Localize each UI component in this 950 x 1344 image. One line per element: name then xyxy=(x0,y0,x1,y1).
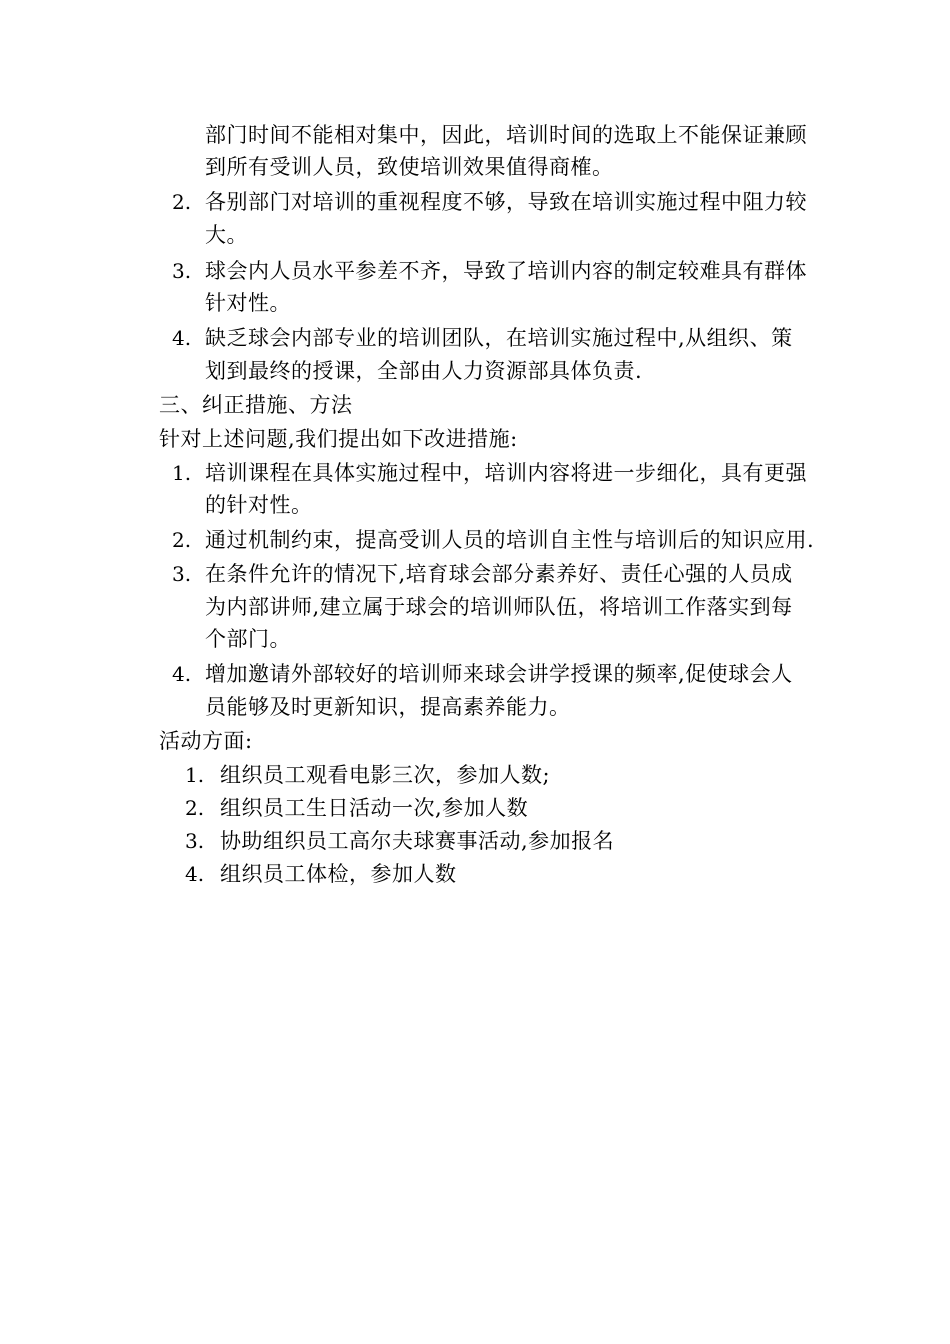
list-item-line: 的针对性。 xyxy=(205,493,313,517)
list-number: 1. xyxy=(172,461,192,485)
list-number: 1. xyxy=(185,763,205,787)
list-item-line: 大。 xyxy=(205,223,248,247)
list-item-line: 培训课程在具体实施过程中，培训内容将进一步细化，具有更强 xyxy=(205,461,807,485)
activity-item: 组织员工生日活动一次,参加人数 xyxy=(220,796,529,820)
section-heading: 三、纠正措施、方法 xyxy=(159,393,353,417)
list-item-line: 各别部门对培训的重视程度不够，导致在培训实施过程中阻力较 xyxy=(205,190,807,214)
list-number: 3. xyxy=(172,259,192,283)
list-item-line: 缺乏球会内部专业的培训团队，在培训实施过程中,从组织、策 xyxy=(205,326,793,350)
list-item-line: 通过机制约束，提高受训人员的培训自主性与培训后的知识应用. xyxy=(205,528,815,552)
paragraph-line: 部门时间不能相对集中，因此，培训时间的选取上不能保证兼顾 xyxy=(205,123,807,147)
activity-item: 协助组织员工高尔夫球赛事活动,参加报名 xyxy=(220,829,615,853)
activity-item: 组织员工观看电影三次，参加人数; xyxy=(220,763,551,787)
list-number: 3. xyxy=(185,829,205,853)
activities-heading: 活动方面: xyxy=(159,729,253,753)
list-item-line: 在条件允许的情况下,培育球会部分素养好、责任心强的人员成 xyxy=(205,562,793,586)
list-item-line: 为内部讲师,建立属于球会的培训师队伍，将培训工作落实到每 xyxy=(205,595,793,619)
list-number: 2. xyxy=(172,190,192,214)
list-number: 2. xyxy=(185,796,205,820)
list-item-line: 球会内人员水平参差不齐，导致了培训内容的制定较难具有群体 xyxy=(205,259,807,283)
list-item-line: 个部门。 xyxy=(205,627,291,651)
paragraph-line: 到所有受训人员，致使培训效果值得商榷。 xyxy=(205,155,614,179)
section-intro: 针对上述问题,我们提出如下改进措施: xyxy=(159,427,518,451)
list-item-line: 增加邀请外部较好的培训师来球会讲学授课的频率,促使球会人 xyxy=(205,662,793,686)
list-number: 4. xyxy=(185,862,205,886)
list-number: 2. xyxy=(172,528,192,552)
list-item-line: 针对性。 xyxy=(205,291,291,315)
list-item-line: 员能够及时更新知识，提高素养能力。 xyxy=(205,695,571,719)
list-number: 4. xyxy=(172,662,192,686)
list-item-line: 划到最终的授课，全部由人力资源部具体负责. xyxy=(205,359,643,383)
list-number: 3. xyxy=(172,562,192,586)
activity-item: 组织员工体检，参加人数 xyxy=(220,862,457,886)
list-number: 4. xyxy=(172,326,192,350)
